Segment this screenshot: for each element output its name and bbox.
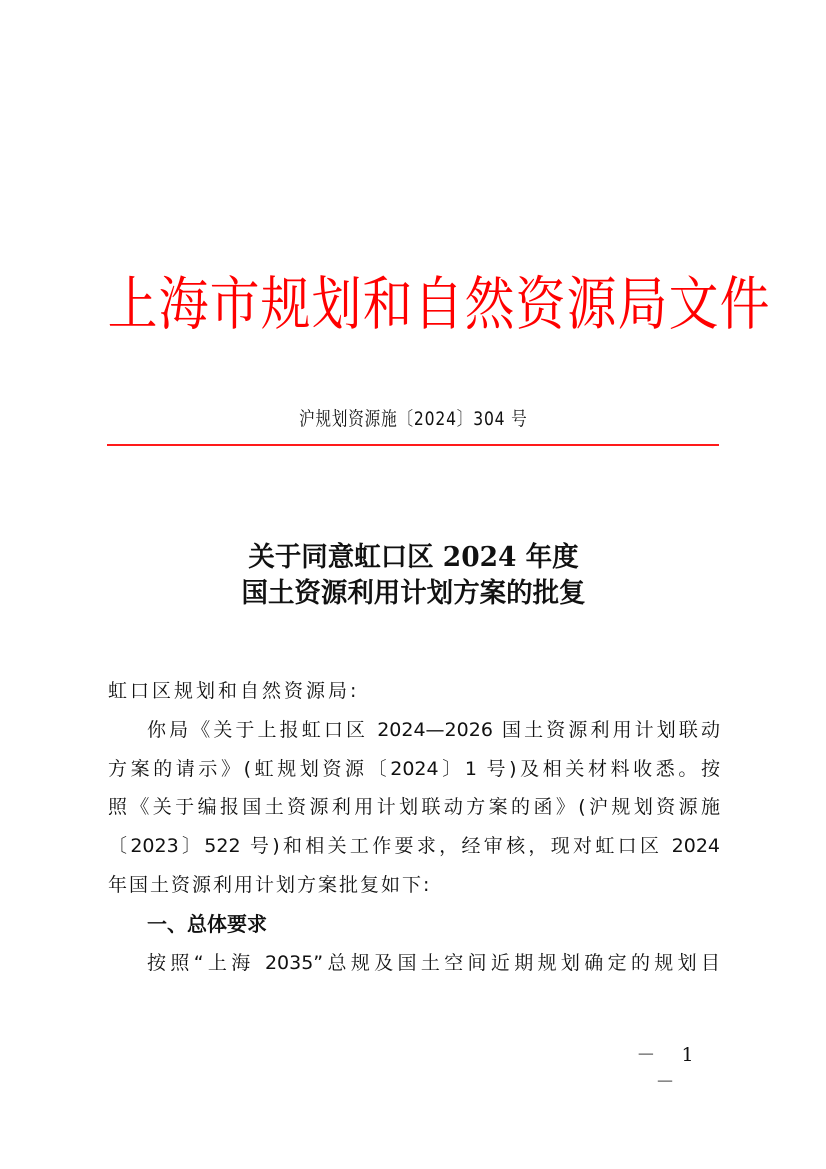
- header-char: 件: [719, 270, 770, 338]
- page-number: － 1 －: [636, 1044, 704, 1093]
- body-paragraph-line: [108, 750, 720, 789]
- header-char: 局: [617, 270, 668, 338]
- salutation: [108, 672, 720, 711]
- header-char: 划: [311, 270, 362, 338]
- header-char: 和: [362, 270, 413, 338]
- document-body: [108, 672, 720, 982]
- body-paragraph-line: [108, 827, 720, 866]
- section-heading-text: 一、总体要求: [147, 911, 267, 936]
- section-heading: [108, 905, 720, 944]
- document-title: [0, 540, 826, 612]
- body-paragraph-line: [108, 866, 720, 905]
- document-number: [0, 404, 826, 431]
- red-separator-line: [107, 444, 719, 446]
- header-char: 资: [515, 270, 566, 338]
- issuer-header: [104, 270, 770, 338]
- body-line-text: 〔2023〕522 号)和相关工作要求，经审核，现对虹口区 2024: [108, 835, 720, 858]
- body-line-text: 按照“上海 2035”总规及国土空间近期规划确定的规划目: [147, 951, 720, 974]
- body-line-text: 方案的请示》(虹规划资源〔2024〕1 号)及相关材料收悉。按: [108, 757, 720, 780]
- document-number-text: 沪规划资源施〔2024〕304 号: [298, 408, 528, 430]
- body-paragraph-line: [108, 711, 720, 750]
- title-line-2: 国土资源利用计划方案的批复: [241, 578, 585, 609]
- header-char: 文: [668, 270, 719, 338]
- header-char: 规: [260, 270, 311, 338]
- body-line-text: 你局《关于上报虹口区 2024—2026 国土资源利用计划联动: [147, 718, 720, 741]
- body-line-text: 照《关于编报国土资源利用计划联动方案的函》(沪规划资源施: [108, 796, 720, 819]
- header-char: 海: [158, 270, 209, 338]
- header-char: 源: [566, 270, 617, 338]
- body-paragraph-line: [108, 788, 720, 827]
- title-line-1: 关于同意虹口区 2024 年度: [247, 542, 579, 573]
- header-char: 然: [464, 270, 515, 338]
- header-char: 市: [209, 270, 260, 338]
- body-paragraph-line: [108, 944, 720, 983]
- header-char: 上: [107, 270, 158, 338]
- salutation-text: 虹口区规划和自然资源局:: [108, 680, 360, 702]
- header-char: 自: [413, 270, 464, 338]
- body-line-text: 年国土资源利用计划方案批复如下:: [108, 873, 432, 896]
